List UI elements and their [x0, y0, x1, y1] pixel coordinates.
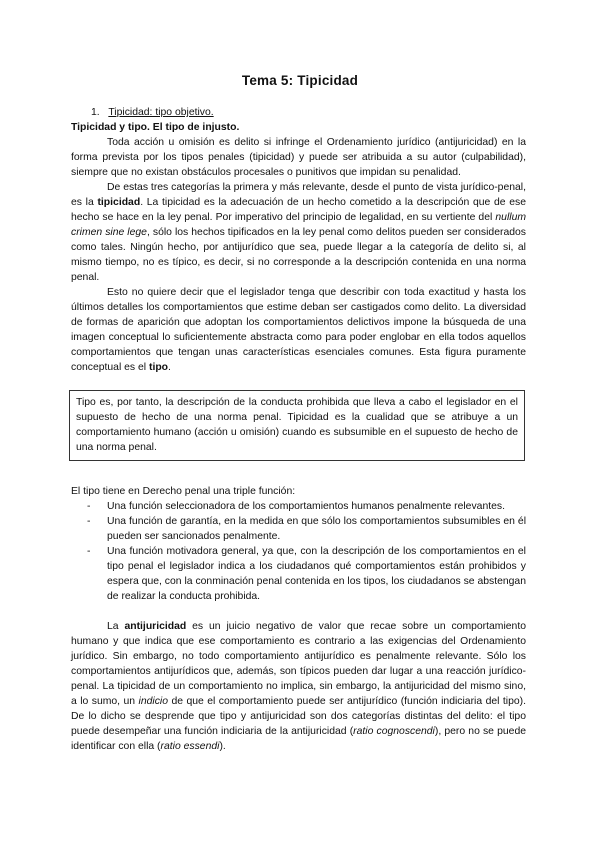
- section-number: 1.: [91, 107, 100, 118]
- section-heading: [91, 105, 526, 120]
- list-intro: El tipo tiene en Derecho penal una triple función:: [71, 486, 296, 497]
- term-ratio-essendi: ratio essendi: [160, 741, 220, 752]
- bullet-dash: -: [87, 546, 91, 557]
- section-title: Tipicidad: tipo objetivo.: [108, 107, 214, 118]
- list-item: - Una función de garantía, en la medida en que sólo los comportamientos subsumibles en él pueden ser sancionados penalmente.: [87, 516, 526, 542]
- bullet-dash: -: [87, 516, 91, 527]
- term-ratio-cognoscendi: ratio cognoscendi: [353, 726, 435, 737]
- page-title: Tema 5: Tipicidad: [241, 73, 359, 88]
- paragraph-4: La antijuricidad es un juicio negativo de valor que recae sobre un comportamiento humano y que indica que ese comportamiento es contrario a las exigencias del Ordenamiento jurídico. Sin embargo, no todo comportamiento antijurídico es penalmente relevante. Sólo los comportamientos antijurídicos que, además, son típicos pueden dar lugar a una reacción jurídico-penal. La tipicidad de un comportamiento no implica, sin embargo, la antijuricidad del mismo sino, a lo sumo, un indicio de que el comportamiento puede ser antijurídico (función indiciaria del tipo). De lo dicho se desprende que tipo y antijuricidad son dos categorías distintas del delito: el tipo puede desempeñar una función indiciaria de la antijuricidad (ratio cognoscendi), pero no se puede identificar con ella (ratio essendi).: [71, 621, 526, 752]
- document-body: [71, 105, 526, 754]
- paragraph-1: Toda acción u omisión es delito si infringe el Ordenamiento jurídico (antijuricidad) en la forma prevista por los tipos penales (tipicidad) y puede ser atribuida a su autor (culpabilidad), siempre que no existan obstáculos procesales o punitivos que impidan su penalidad.: [71, 137, 526, 178]
- bullet-dash: -: [87, 501, 91, 512]
- subheading: Tipicidad y tipo. El tipo de injusto.: [71, 122, 240, 133]
- list-item: - Una función seleccionadora de los comportamientos humanos penalmente relevantes.: [87, 501, 505, 512]
- term-nullum-crimen: nullum crimen sine lege: [71, 212, 526, 238]
- paragraph-2: De estas tres categorías la primera y más relevante, desde el punto de vista jurídico-penal, es la tipicidad. La tipicidad es la adecuación de un hecho cometido a la descripción que de ese hecho se hace en la ley penal. Por imperativo del principio de legalidad, en su vertiente del nullum crimen sine lege, sólo los hechos tipificados en la ley penal como delitos pueden ser considerados como tales. Ningún hecho, por antijurídico que sea, puede llegar a la categoría de delito si, al mismo tiempo, no es típico, es decir, si no corresponde a la descripción contenida en una norma penal.: [71, 182, 526, 283]
- definition-box: Tipo es, por tanto, la descripción de la conducta prohibida que lleva a cabo el legislador en el supuesto de hecho de una norma penal. Tipicidad es la cualidad que se atribuye a un comportamiento humano (acción u omisión) cuando es subsumible en el supuesto de hecho de una norma penal.: [69, 390, 525, 461]
- paragraph-3: Esto no quiere decir que el legislador tenga que describir con toda exactitud y hasta los últimos detalles los comportamientos que estime deban ser castigados como delito. La diversidad de formas de aparición que adoptan los comportamientos delictivos impone la búsqueda de una imagen conceptual lo suficientemente abstracta como para poder englobar en ella todos aquellos comportamientos que tengan unas características esenciales comunes. Esta figura puramente conceptual es el tipo.: [71, 287, 526, 373]
- list-item: - Una función motivadora general, ya que, con la descripción de los comportamientos en el tipo penal el legislador indica a los ciudadanos qué comportamientos están prohibidos y espera que, con la conminación penal contenida en los tipos, los ciudadanos se abstengan de realizar la conducta prohibida.: [87, 546, 526, 602]
- function-list: [71, 499, 526, 604]
- term-tipo: tipo: [148, 362, 169, 373]
- term-antijuricidad: antijuricidad: [124, 621, 187, 632]
- term-indicio: indicio: [138, 696, 169, 707]
- term-tipicidad: tipicidad: [97, 197, 141, 208]
